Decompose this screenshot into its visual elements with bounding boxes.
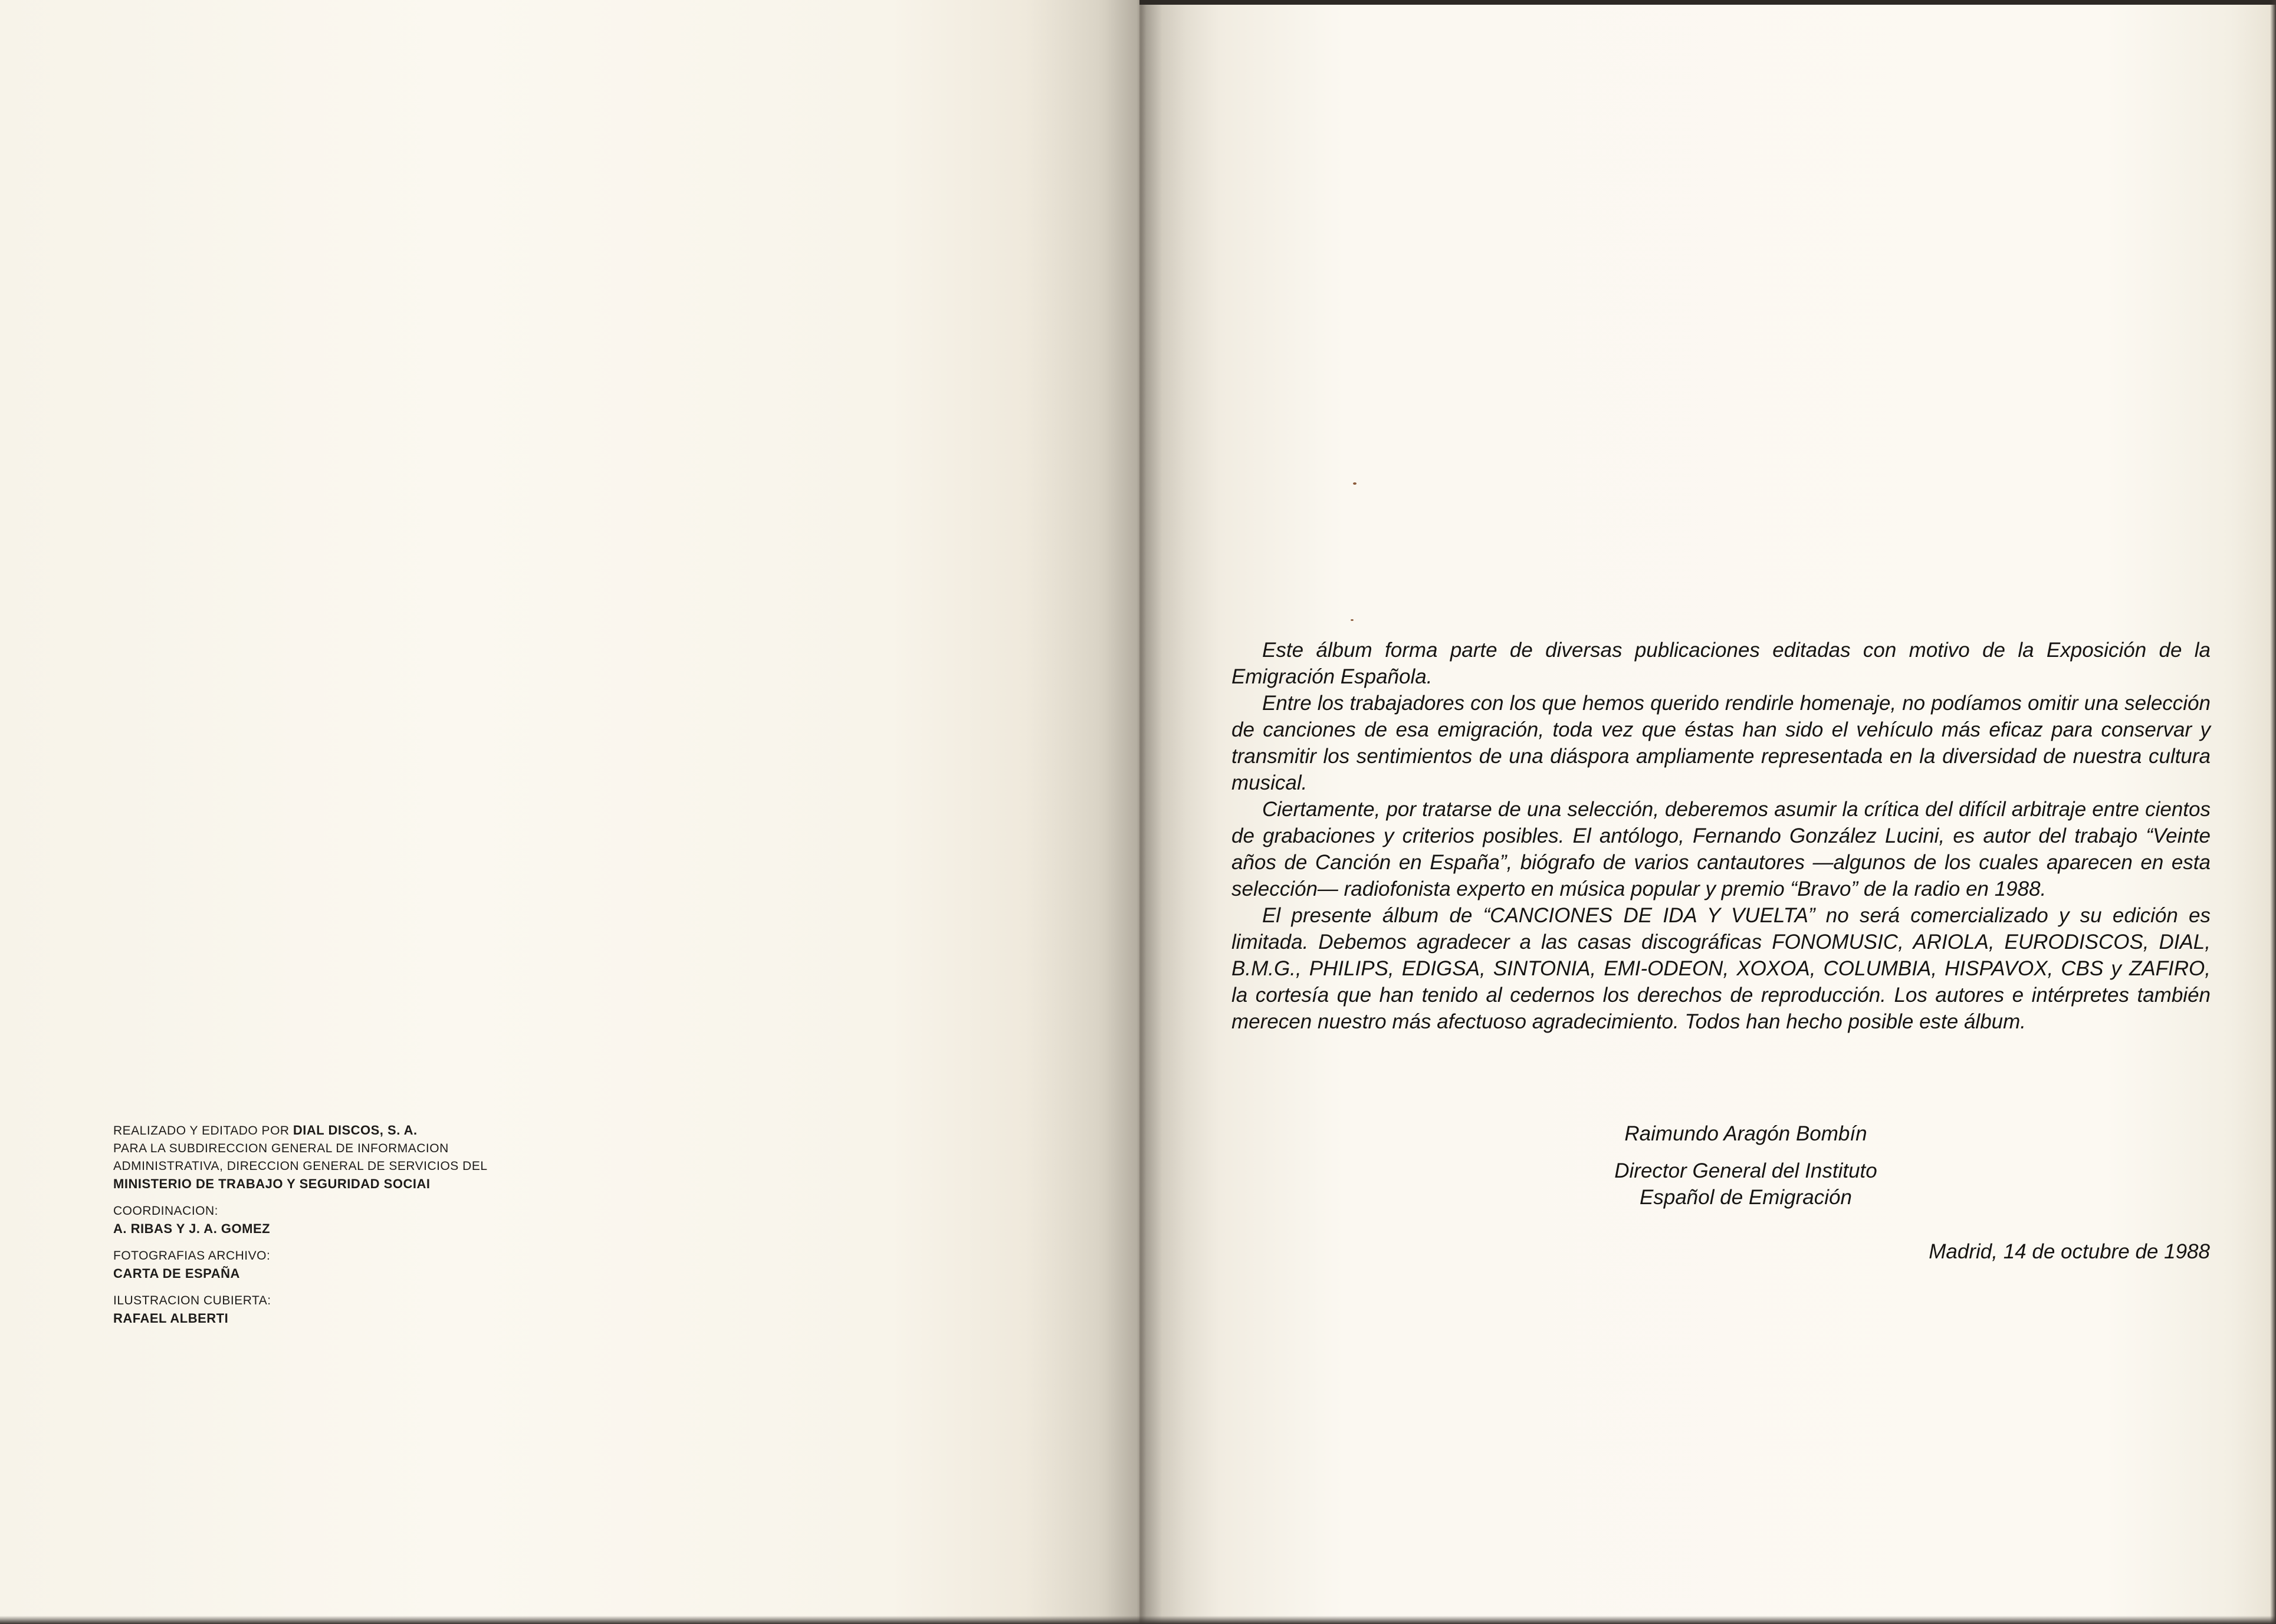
credit-coordination bbox=[113, 1202, 538, 1238]
credit-coordination-value: A. RIBAS Y J. A. GOMEZ bbox=[113, 1221, 271, 1236]
signature-role-line-2: Español de Emigración bbox=[1640, 1186, 1852, 1209]
credit-publisher bbox=[113, 1122, 538, 1193]
page-edge-top bbox=[1139, 0, 2276, 5]
signature-name: Raimundo Aragón Bombín bbox=[1624, 1122, 1867, 1145]
credit-cover-illustration-label: ILUSTRACION CUBIERTA: bbox=[113, 1294, 271, 1307]
credit-publisher-label: REALIZADO Y EDITADO POR bbox=[113, 1124, 290, 1138]
foreword-text bbox=[1231, 637, 2211, 1035]
credit-publisher-line bbox=[113, 1122, 538, 1140]
credits-block bbox=[113, 1122, 538, 1337]
credit-photography-value: CARTA DE ESPAÑA bbox=[113, 1266, 240, 1281]
credit-cover-illustration-value: RAFAEL ALBERTI bbox=[113, 1311, 229, 1326]
signature-block bbox=[1510, 1120, 1982, 1211]
foreword-paragraph: Ciertamente, por tratarse de una selección, deberemos asumir la crítica del difícil arbitraje entre cientos de grabaciones y criterios posibles. El antólogo, Fernando González Lucini, es autor del trabajo “Veinte años de Canción en España”, biógrafo de varios cantautores —algunos de los cuales aparecen en esta selección— radiofonista experto en música popular y premio “Bravo” de la radio en 1988. bbox=[1231, 798, 2211, 900]
foreword-paragraph: Entre los trabajadores con los que hemos querido rendirle homenaje, no podíamos omitir una selección de canciones de esa emigración, toda vez que éstas han sido el vehículo más eficaz para conservar y transmitir los sentimientos de una diáspora ampliamente representada en la diversidad de nuestra cultura musical. bbox=[1231, 692, 2211, 794]
paper-speck bbox=[1353, 482, 1357, 485]
credit-ministry: MINISTERIO DE TRABAJO Y SEGURIDAD SOCIAI bbox=[113, 1176, 431, 1191]
signature-role-line-1: Director General del Instituto bbox=[1614, 1159, 1877, 1182]
credit-photography-label: FOTOGRAFIAS ARCHIVO: bbox=[113, 1249, 271, 1263]
credit-cover-illustration bbox=[113, 1292, 538, 1327]
page-edge-right bbox=[2270, 0, 2276, 1624]
foreword-paragraph: Este álbum forma parte de diversas publicaciones editadas con motivo de la Exposición de la Emigración Española. bbox=[1231, 639, 2211, 688]
credit-photography bbox=[113, 1247, 538, 1283]
credit-publisher-detail-1: PARA LA SUBDIRECCION GENERAL DE INFORMACION bbox=[113, 1142, 449, 1155]
place-date: Madrid, 14 de octubre de 1988 bbox=[1929, 1240, 2210, 1263]
paper-speck bbox=[1351, 619, 1354, 621]
foreword-paragraph: El presente álbum de “CANCIONES DE IDA Y VUELTA” no será comercializado y su edición es limitada. Debemos agradecer a las casas discográficas FONOMUSIC, ARIOLA, EURODISCOS, DIAL, B.M.G., PHILIPS, EDIGSA, SINTONIA, EMI-ODEON, XOXOA, COLUMBIA, HISPAVOX, CBS y ZAFIRO, la cortesía que han tenido al cedernos los derechos de reproducción. Los autores e intérpretes también merecen nuestro más afectuoso agradecimiento. Todos han hecho posible este álbum. bbox=[1231, 904, 2211, 1033]
credit-coordination-label: COORDINACION: bbox=[113, 1204, 219, 1218]
credit-publisher-name: DIAL DISCOS, S. A. bbox=[293, 1123, 418, 1138]
page-edge-bottom bbox=[0, 1616, 2276, 1624]
credit-publisher-detail-2: ADMINISTRATIVA, DIRECCION GENERAL DE SERVICIOS DEL bbox=[113, 1159, 488, 1173]
